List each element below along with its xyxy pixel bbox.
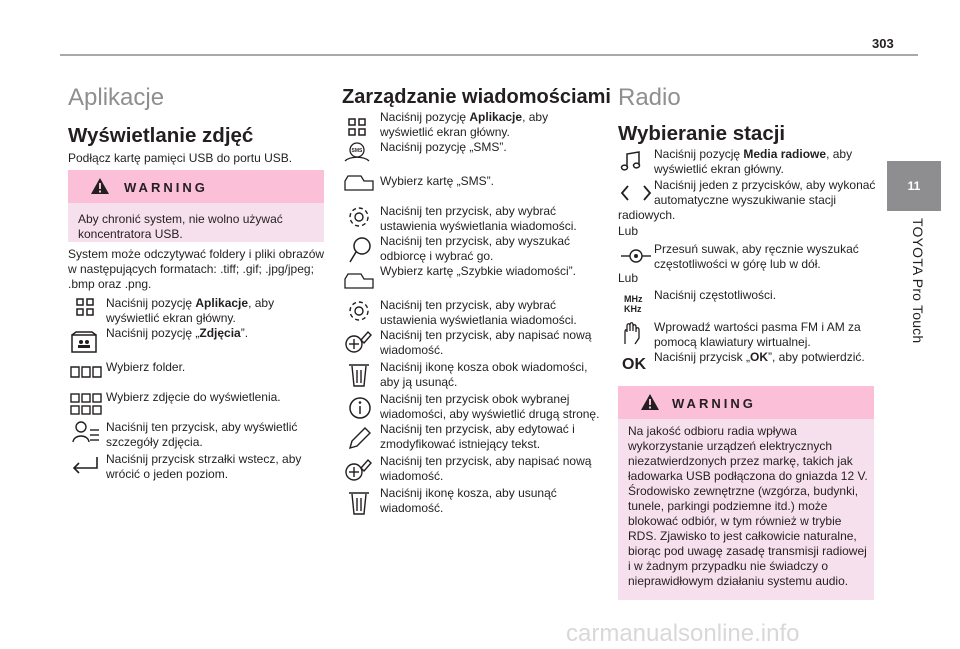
back-arrow-icon — [70, 454, 100, 476]
step-text: Naciśnij przycisk strzałki wstecz, aby wrócić o jeden poziom. — [106, 452, 302, 481]
mhz-khz-icon: MHz KHz — [624, 294, 643, 314]
step-text: Naciśnij pozycję Aplikacje, aby wyświetlić ekran główny. — [106, 296, 275, 325]
settings-gear-icon — [346, 204, 372, 230]
step-text: Wybierz zdjęcie do wyświetlenia. — [106, 390, 281, 404]
section-title-messages: Zarządzanie wiadomościami — [342, 86, 611, 108]
step-text: Naciśnij ten przycisk obok wybranej wiadomości, aby wyświetlić drugą stronę. — [380, 392, 600, 421]
tuning-slider-icon — [620, 246, 652, 266]
step-text: Naciśnij ten przycisk, aby wyświetlić szczegóły zdjęcia. — [106, 420, 298, 449]
settings-gear-icon — [346, 298, 372, 324]
formats-text: System może odczytywać foldery i pliki obrazów w następujących formatach: .tiff; .gif; .jpg/jpeg; .bmp oraz .png. — [68, 247, 325, 291]
warning-box — [618, 386, 874, 600]
keyboard-icon — [622, 322, 646, 346]
step-text: Naciśnij pozycję „SMS”. — [380, 140, 507, 154]
apps-grid-icon — [74, 296, 96, 318]
heading-station: Wybieranie stacji — [618, 122, 786, 145]
step-text: Naciśnij pozycję Aplikacje, aby wyświetlić ekran główny. — [380, 110, 549, 139]
new-message-icon — [344, 458, 376, 484]
warning-triangle-icon — [90, 177, 110, 195]
chapter-tab[interactable]: 11 — [887, 161, 941, 211]
step-text: Naciśnij ten przycisk, aby edytować i zmodyfikować istniejący tekst. — [380, 422, 575, 451]
section-title-apps: Aplikacje — [68, 84, 165, 111]
warning-title: WARNING — [124, 180, 208, 195]
step-text: Naciśnij przycisk „OK”, aby potwierdzić. — [654, 350, 865, 364]
step-text: Przesuń suwak, aby ręcznie wyszukać częstotliwości w górę lub w dół. — [654, 242, 859, 271]
warning-triangle-icon — [640, 393, 660, 411]
heading-photos: Wyświetlanie zdjęć — [68, 124, 254, 147]
edit-pencil-icon — [348, 426, 372, 450]
step-text-cont: radiowych. — [618, 208, 676, 222]
step-text: Naciśnij ten przycisk, aby wybrać ustawienia wyświetlania wiadomości. — [380, 298, 577, 327]
header-rule — [60, 54, 918, 56]
warning-box — [68, 170, 324, 242]
step-text: Naciśnij ten przycisk, aby wyszukać odbiorcę i wybrać go. — [380, 234, 571, 263]
step-text: Naciśnij pozycję Media radiowe, aby wyświetlić ekran główny. — [654, 147, 853, 176]
section-title-radio: Radio — [618, 84, 681, 111]
step-text: Naciśnij ikonę kosza, aby usunąć wiadomość. — [380, 486, 557, 515]
image-grid-icon — [70, 392, 102, 416]
sms-icon — [344, 142, 370, 164]
step-text: Naciśnij częstotliwości. — [654, 288, 777, 302]
warning-title: WARNING — [672, 396, 756, 411]
watermark: carmanualsonline.info — [566, 620, 800, 647]
step-text: Naciśnij jeden z przycisków, aby wykonać automatyczne wyszukiwanie stacji — [654, 178, 876, 207]
folder-icon — [70, 362, 102, 380]
step-text: Naciśnij ikonę kosza obok wiadomości, aby ją usunąć. — [380, 360, 588, 389]
step-text: Naciśnij ten przycisk, aby wybrać ustawienia wyświetlania wiadomości. — [380, 204, 577, 233]
search-icon — [348, 236, 372, 264]
tab-icon — [344, 174, 374, 192]
step-text: Naciśnij ten przycisk, aby napisać nową wiadomość. — [380, 454, 592, 483]
music-note-icon — [620, 150, 642, 172]
new-message-icon — [344, 330, 376, 356]
chapter-title: TOYOTA Pro Touch — [910, 218, 926, 344]
details-icon — [72, 420, 100, 446]
step-text: Wybierz kartę „Szybkie wiadomości”. — [380, 264, 576, 278]
trash-icon — [348, 362, 370, 388]
trash-icon — [348, 490, 370, 516]
seek-arrows-icon — [620, 183, 652, 203]
info-icon — [348, 396, 372, 420]
step-text: Naciśnij pozycję „Zdjęcia”. — [106, 326, 249, 340]
step-text: Wybierz folder. — [106, 360, 186, 374]
svg-text:SMS: SMS — [351, 148, 363, 154]
step-text: Wprowadź wartości pasma FM i AM za pomocą klawiatury wirtualnej. — [654, 320, 861, 349]
apps-grid-icon — [346, 116, 368, 138]
intro-text: Podłącz kartę pamięci USB do portu USB. — [68, 151, 293, 165]
or-label: Lub — [618, 271, 639, 285]
page-number: 303 — [872, 36, 894, 51]
photos-icon — [70, 330, 98, 354]
tab-icon — [344, 272, 374, 290]
warning-text: Aby chronić system, nie wolno używać koncentratora USB. — [78, 212, 283, 241]
or-label: Lub — [618, 224, 639, 238]
step-text: Naciśnij ten przycisk, aby napisać nową wiadomość. — [380, 328, 592, 357]
ok-icon: OK — [622, 356, 646, 373]
warning-text: Na jakość odbioru radia wpływa wykorzystanie urządzeń elektrycznych niezatwierdzonych przez markę, takich jak ładowarka USB podłączona do gniazda 12 V. Środowisko zewnętrzne (wzgórza, budynki, tunele, parkingi podziemne itd.) może blokować odbiór, w tym również w trybie RDS. Zjawisko to jest całkowicie naturalne, biorąc pod uwagę zasadę transmisji radiowej i w żadnym przypadku nie świadczy o nieprawidłowym działaniu systemu audio. — [628, 424, 868, 588]
step-text: Wybierz kartę „SMS”. — [380, 174, 494, 188]
